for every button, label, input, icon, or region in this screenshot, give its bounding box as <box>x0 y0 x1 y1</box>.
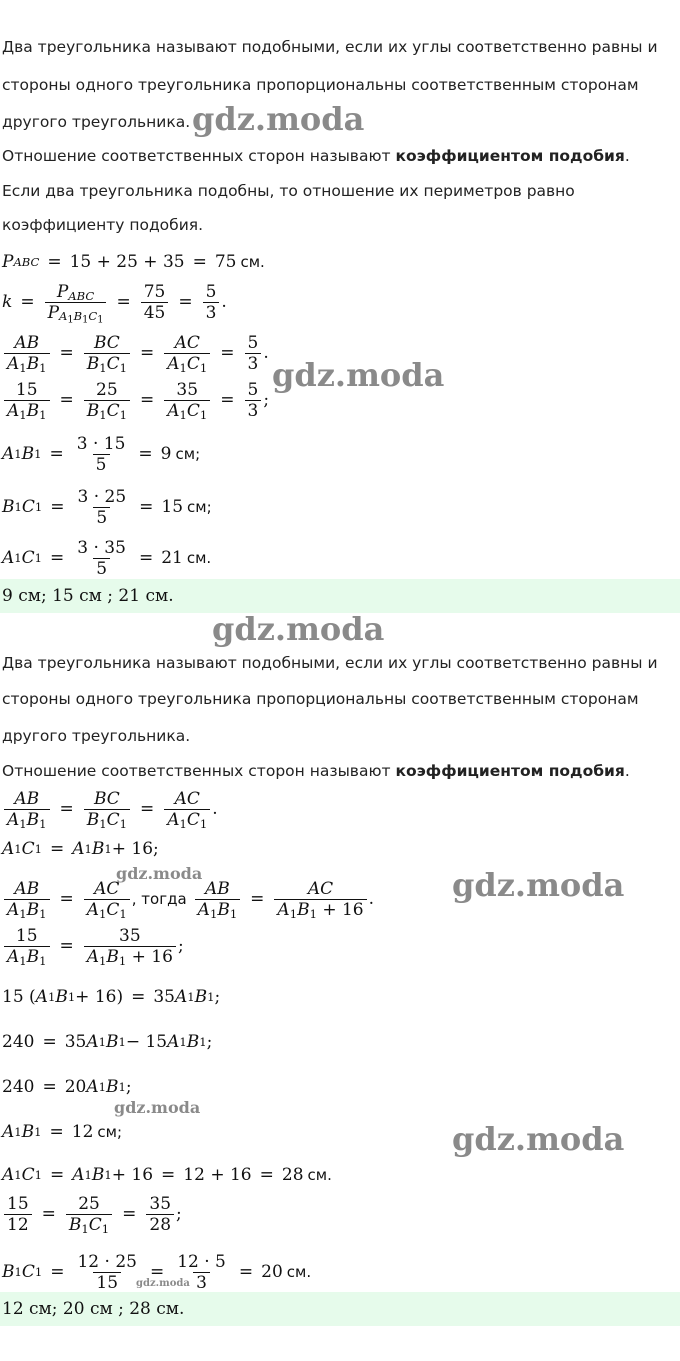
b1c1-equation: B 1 C 1 = $\frac{3 \cdot 25}{5}$ = 15 см; <box>2 486 212 528</box>
simplify-step-2: 240 = 20 A 1 B 1 ; <box>2 1077 132 1097</box>
watermark-logo: gdz.moda <box>272 356 445 394</box>
cross-multiplication: 15 ( A 1 B 1 + 16) = 35 A 1 B 1 ; <box>2 987 221 1007</box>
definition-line-2: стороны одного треугольника пропорциональны соответственным сторонам <box>2 690 639 708</box>
definition-line-1: Два треугольника называют подобными, если их углы соответственно равны и <box>2 654 658 672</box>
watermark-logo: gdz.moda <box>114 1098 201 1117</box>
definition-line-2: стороны одного треугольника пропорциональны соответственным сторонам <box>2 76 639 94</box>
watermark-logo: gdz.moda <box>452 866 625 904</box>
definition-line-3: другого треугольника. <box>2 727 191 745</box>
perimeter-rule-line-2: коэффициенту подобия. <box>2 216 204 234</box>
a1b1-result: A 1 B 1 = 12 см; <box>2 1122 123 1142</box>
perimeter-rule-line-1: Если два треугольника подобны, то отношение их периметров равно <box>2 182 575 200</box>
ratio-equation-2: $\frac{15}{A_1B_1}$ = $\frac{25}{B_1C_1}$ = $\frac{35}{A_1C_1}$ = $\frac{5}{3}$ ; <box>2 374 269 426</box>
simplify-step-1: 240 = 35 A 1 B 1 − 15 A 1 B 1 ; <box>2 1032 213 1052</box>
coefficient-definition: Отношение соответственных сторон называют коэффициентом подобия. <box>2 147 630 165</box>
answer-box <box>0 579 680 613</box>
b1c1-result: B 1 C 1 = $\frac{12 \cdot 25}{15}$ = $\frac{12 \cdot 5}{3}$ = 20 см. <box>2 1251 312 1293</box>
ratio-equation-1: $\frac{AB}{A_1B_1}$ = $\frac{BC}{B_1C_1}$ = $\frac{AC}{A_1C_1}$ = $\frac{5}{3}$ . <box>2 327 269 379</box>
numeric-proportion: $\frac{15}{A_1B_1}$ = $\frac{35}{A_1B_1 + 16}$ ; <box>2 920 184 972</box>
a1c1-result: A 1 C 1 = A 1 B 1 + 16 = 12 + 16 = 28 см. <box>2 1165 332 1185</box>
a1c1-equation: A 1 C 1 = $\frac{3 \cdot 35}{5}$ = 21 см. <box>2 537 212 579</box>
watermark-logo: gdz.moda <box>192 100 365 138</box>
watermark-logo: gdz.moda <box>116 864 203 883</box>
watermark-logo: gdz.moda <box>136 1278 190 1289</box>
coefficient-definition: Отношение соответственных сторон называют коэффициентом подобия. <box>2 762 630 780</box>
ratio-substitution: $\frac{AB}{A_1B_1}$ = $\frac{AC}{A_1C_1}$ , тогда $\frac{AB}{A_1B_1}$ = $\frac{AC}{A_1B_1 + 16}$ . <box>2 873 374 925</box>
answer-box <box>0 1292 680 1326</box>
coefficient-equation: k = $\frac{P_{ABC}}{P_{A_1B_1C_1}}$ = $\frac{75}{45}$ = $\frac{5}{3}$ . <box>2 281 227 326</box>
perimeter-equation: P ABC = 15 + 25 + 35 = 75 см. <box>2 252 265 272</box>
watermark-logo: gdz.moda <box>452 1120 625 1158</box>
definition-line-3: другого треугольника. <box>2 113 191 131</box>
answer-text: 12 см; 20 см ; 28 см. <box>2 1299 185 1319</box>
a1c1-relation: A 1 C 1 = A 1 B 1 + 16; <box>2 839 159 859</box>
ratio-equation-1: $\frac{AB}{A_1B_1}$ = $\frac{BC}{B_1C_1}$ = $\frac{AC}{A_1C_1}$ . <box>2 783 218 835</box>
answer-text: 9 см; 15 см ; 21 см. <box>2 586 174 606</box>
definition-line-1: Два треугольника называют подобными, если их углы соответственно равны и <box>2 38 658 56</box>
a1b1-equation: A 1 B 1 = $\frac{3 \cdot 15}{5}$ = 9 см; <box>2 433 201 475</box>
b1c1-proportion: $\frac{15}{12}$ = $\frac{25}{B_1C_1}$ = $\frac{35}{28}$ ; <box>2 1188 182 1240</box>
watermark-logo: gdz.moda <box>212 610 385 648</box>
